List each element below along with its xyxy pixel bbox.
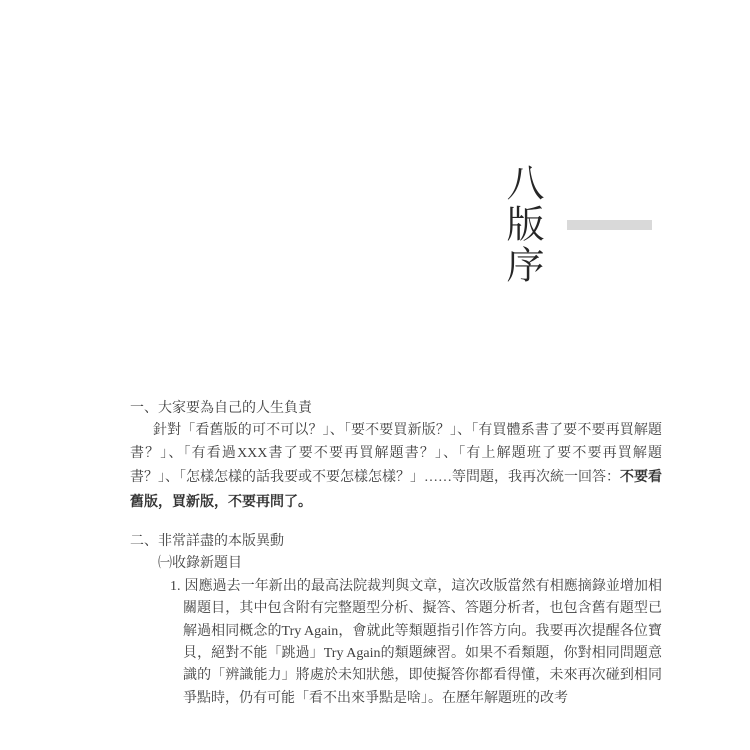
body-text — [130, 398, 662, 710]
section-1-heading: 一、大家要為自己的人生負責 — [130, 401, 312, 416]
title-accent-bar — [567, 220, 652, 230]
list-item-1 — [170, 576, 662, 710]
section-2-heading: 二、非常詳盡的本版異動 — [130, 534, 284, 550]
section-1 — [130, 398, 662, 514]
chapter-title: 八版序 — [500, 163, 542, 286]
section-1-paragraph — [130, 420, 662, 514]
section-2 — [130, 531, 662, 710]
list-item-1-marker: 1. — [170, 578, 181, 594]
section-1-paragraph-bold: 不要看舊版，買新版，不要再問了。 — [130, 468, 662, 509]
list-item-1-text: 因應過去一年新出的最高法院裁判與文章，這次改版當然有相應摘錄並增加相關題目，其中包含附有完整題型分析、擬答、答題分析者，也包含舊有題型已解過相同概念的Try Again，會就此等類題指引作答方向。我要再次提醒各位寶貝，絕對不能「跳過」Try Again的類題練習。如果不看類題，你對相同問題意識的「辨識能力」將處於未知狀態，即使擬答你都看得懂，未來再次碰到相同爭點時，仍有可能「看不出來爭點是啥」。在歷年解題班的改考 — [183, 578, 662, 706]
section-1-paragraph-text: 針對「看舊版的可不可以？」、「要不要買新版？」、「有買體系書了要不要再買解題書？」、「有看過XXX書了要不要再買解題書？」、「有上解題班了要不要再買解題書？」、「怎樣怎樣的話我要或不要怎樣怎樣？」……等問題，我再次統一回答： — [130, 423, 662, 486]
section-2-subheading: ㈠收錄新題目 — [158, 556, 242, 572]
